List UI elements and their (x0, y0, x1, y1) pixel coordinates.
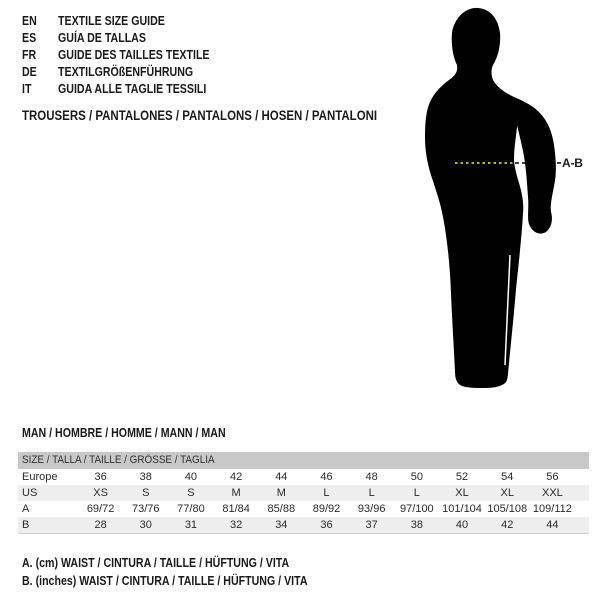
table-header-bar (18, 452, 589, 469)
footnote-a-text: A. (cm) WAIST / CINTURA / TAILLE / HÜFTUNG / VITA (22, 556, 290, 570)
size-cell: 93/96 (357, 503, 386, 515)
size-cell: 36 (320, 519, 333, 531)
size-cell: 40 (455, 519, 469, 531)
size-cell: L (368, 487, 375, 499)
language-list (22, 13, 382, 98)
section-title-man (22, 426, 262, 440)
size-cell: 37 (365, 519, 378, 531)
section-title-text: MAN / HOMBRE / HOMME / MANN / MAN (22, 426, 226, 440)
table-row-a-cm (18, 501, 589, 517)
row-label: Europe (22, 471, 58, 483)
size-cell: 97/100 (400, 503, 434, 515)
size-cell: 52 (455, 471, 469, 483)
footnote-b (22, 573, 358, 591)
language-row (22, 64, 382, 81)
garment-title (22, 108, 440, 123)
language-code: ES (22, 31, 37, 45)
size-cell: 28 (94, 519, 107, 531)
table-row-europe (18, 469, 589, 485)
man-body-path (425, 8, 523, 388)
size-cell: 50 (410, 471, 423, 483)
size-cell: 44 (275, 471, 288, 483)
footnotes (22, 555, 358, 590)
size-cell: XXL (542, 487, 563, 499)
size-cell: M (231, 487, 241, 499)
garment-title-text: TROUSERS / PANTALONES / PANTALONS / HOSEN / PANTALONI (22, 108, 378, 123)
size-cell: XS (93, 487, 108, 499)
language-code: FR (22, 48, 37, 62)
language-row (22, 30, 382, 47)
size-cell: 89/92 (312, 503, 341, 515)
table-row-b-inches (18, 517, 589, 533)
size-cell: 32 (230, 519, 243, 531)
size-cell: 54 (501, 471, 514, 483)
size-cell: 40 (184, 471, 198, 483)
size-cell: 73/76 (132, 503, 160, 515)
size-cell: 109/112 (532, 503, 572, 515)
size-cell: S (142, 487, 150, 499)
size-cell: 101/104 (442, 503, 482, 515)
language-row (22, 13, 382, 30)
size-cell: 46 (320, 471, 333, 483)
size-cell: 31 (184, 519, 198, 531)
language-label: TEXTILE SIZE GUIDE (58, 14, 165, 28)
size-cell: XL (500, 487, 514, 499)
row-label: A (22, 503, 30, 515)
size-cell: 105/108 (487, 503, 528, 515)
table-row-us (18, 485, 589, 501)
size-cell: L (323, 487, 330, 499)
language-label: GUIDE DES TAILLES TEXTILE (58, 48, 210, 62)
table-header-text: SIZE / TALLA / TAILLE / GRÖSSE / TAGLIA (22, 454, 215, 466)
size-table (18, 452, 589, 534)
size-cell: L (413, 487, 420, 499)
size-cell: S (187, 487, 195, 499)
size-cell: 85/88 (267, 503, 296, 515)
size-cell: 30 (139, 519, 152, 531)
language-row (22, 81, 382, 98)
size-cell: M (276, 487, 286, 499)
language-row (22, 47, 382, 64)
size-cell: 38 (139, 471, 152, 483)
size-cell: 56 (546, 471, 559, 483)
language-label: GUÍA DE TALLAS (58, 31, 146, 45)
language-code: IT (22, 82, 32, 96)
man-silhouette (405, 5, 585, 390)
size-cell: 44 (546, 519, 559, 531)
row-label: B (22, 519, 30, 531)
size-cell: 81/84 (222, 503, 250, 515)
measure-label-ab: A-B (562, 156, 583, 170)
size-cell: 36 (94, 471, 107, 483)
language-label: GUIDA ALLE TAGLIE TESSILI (58, 82, 207, 96)
row-label: US (22, 487, 38, 499)
size-cell: 38 (410, 519, 423, 531)
footnote-a (22, 555, 358, 573)
size-cell: 34 (275, 519, 288, 531)
language-code: DE (22, 65, 37, 79)
size-cell: 69/72 (86, 503, 115, 515)
language-label: TEXTILGRÖßENFÜHRUNG (58, 65, 194, 79)
size-cell: 48 (365, 471, 378, 483)
size-cell: 42 (230, 471, 243, 483)
size-cell: 42 (501, 519, 514, 531)
size-cell: 77/80 (177, 503, 205, 515)
footnote-b-text: B. (inches) WAIST / CINTURA / TAILLE / HÜFTUNG / VITA (22, 573, 308, 588)
language-code: EN (22, 14, 37, 28)
size-cell: XL (455, 487, 469, 499)
